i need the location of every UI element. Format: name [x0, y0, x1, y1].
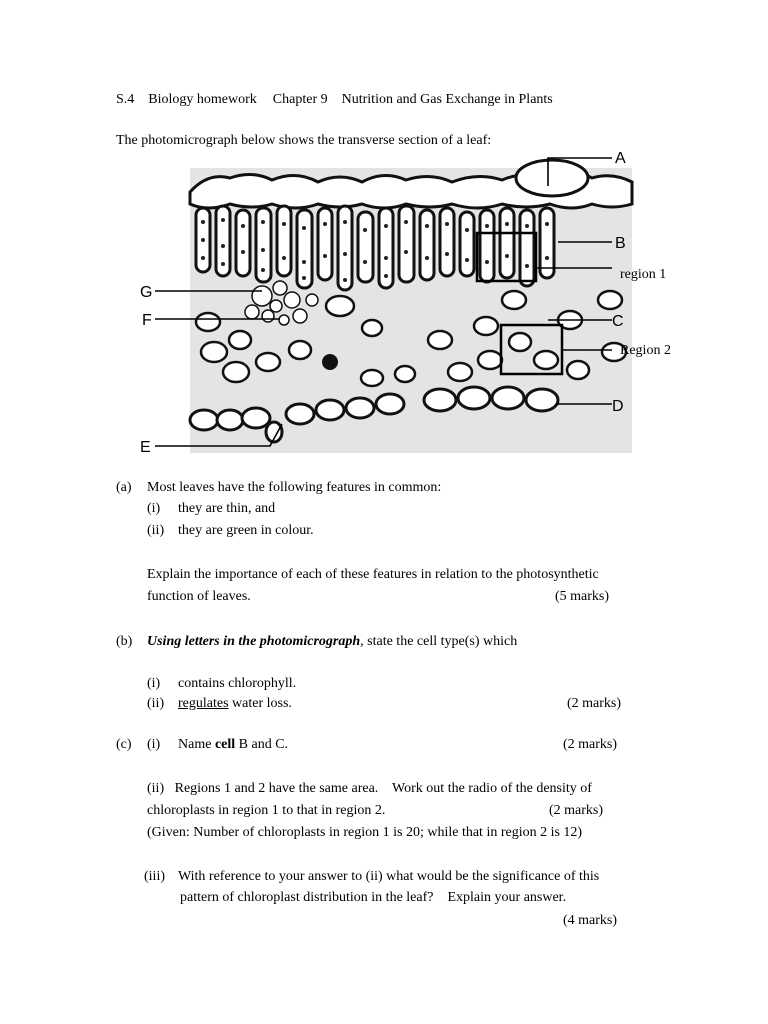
question-c-ii-line-1: (ii) Regions 1 and 2 have the same area. Work out the radio of the density of: [147, 781, 592, 796]
leaf-section-figure: [0, 0, 768, 470]
epidermal-cell-a: [516, 160, 588, 196]
question-b-ii-text: [178, 695, 292, 713]
question-a-explain-1: Explain the importance of each of these features in relation to the photosynthetic: [147, 567, 599, 582]
label-region-2: Region 2: [620, 343, 671, 358]
question-c-iii-line-1: With reference to your answer to (ii) what would be the significance of this: [178, 869, 600, 884]
label-c: C: [612, 313, 624, 330]
topic-label: Nutrition and Gas Exchange in Plants: [341, 92, 553, 107]
chapter-label: Chapter 9: [272, 92, 328, 107]
figure-intro: The photomicrograph below shows the transverse section of a leaf:: [116, 133, 492, 148]
question-c-iii-line-2: pattern of chloroplast distribution in the leaf? Explain your answer.: [180, 890, 567, 905]
question-c-i-num: (i): [147, 737, 161, 752]
question-a-marks: (5 marks): [555, 589, 610, 604]
label-a: A: [615, 150, 626, 167]
question-c-i-pre: Name: [178, 737, 215, 752]
question-a-explain-2: function of leaves.: [147, 589, 251, 604]
dark-cell: [322, 354, 338, 370]
question-c-iii-num: (iii): [144, 869, 165, 884]
class-label: S.4: [116, 92, 135, 107]
question-a-ii-num: (ii): [147, 523, 165, 538]
question-a-ii-text: they are green in colour.: [178, 523, 314, 538]
label-f: F: [142, 312, 152, 329]
label-region-1: region 1: [620, 267, 667, 282]
question-b-ii-num: (ii): [147, 696, 165, 711]
question-c-label: (c): [116, 737, 132, 752]
question-c-i-bold: cell: [214, 737, 236, 752]
question-b-ii-rest: water loss.: [228, 696, 292, 711]
question-c-ii-marks: (2 marks): [549, 803, 604, 818]
question-a-i-text: they are thin, and: [178, 501, 276, 516]
question-c-i-text: [178, 736, 288, 754]
regulates-underlined: regulates: [178, 696, 229, 711]
question-a-i-num: (i): [147, 501, 161, 516]
subject-label: Biology homework: [148, 92, 257, 107]
question-a-label: (a): [116, 480, 132, 495]
question-c-i-marks: (2 marks): [563, 737, 618, 752]
question-b-label: (b): [116, 634, 133, 649]
label-b: B: [615, 235, 626, 252]
question-b-stem-rest: , state the cell type(s) which: [360, 634, 518, 649]
question-b-marks: (2 marks): [567, 696, 622, 711]
question-c-ii-given: (Given: Number of chloroplasts in region 1 is 20; while that in region 2 is 12): [147, 825, 583, 840]
question-b-i-text: contains chlorophyll.: [178, 676, 297, 691]
question-b-stem: [147, 633, 517, 651]
label-g: G: [140, 284, 153, 301]
label-d: D: [612, 398, 624, 415]
question-b-stem-emphasis: Using letters in the photomicrograph: [147, 634, 361, 649]
question-c-iii-marks: (4 marks): [563, 913, 618, 928]
question-b-i-num: (i): [147, 676, 161, 691]
question-a-stem: Most leaves have the following features in common:: [147, 480, 442, 495]
question-c-i-post: B and C.: [235, 737, 289, 752]
question-c-ii-line-2: chloroplasts in region 1 to that in region 2.: [147, 803, 386, 818]
label-e: E: [140, 439, 151, 456]
